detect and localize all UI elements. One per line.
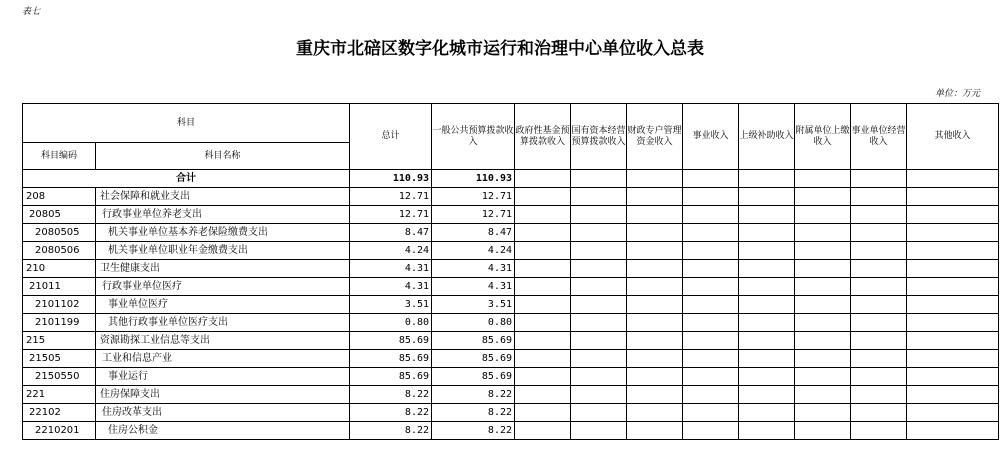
subject-name: 机关事业单位基本养老保险缴费支出 bbox=[96, 224, 350, 242]
empty-cell bbox=[683, 260, 739, 278]
general-budget-amount: 8.22 bbox=[432, 404, 515, 422]
header-col: 财政专户管理资金收入 bbox=[627, 104, 683, 170]
subject-code: 2080505 bbox=[23, 224, 96, 242]
total-amount: 85.69 bbox=[350, 368, 432, 386]
header-code: 科目编码 bbox=[23, 143, 96, 170]
empty-cell bbox=[907, 350, 999, 368]
empty-cell bbox=[795, 332, 851, 350]
subject-name: 住房公积金 bbox=[96, 422, 350, 440]
empty-cell bbox=[795, 260, 851, 278]
subject-name: 其他行政事业单位医疗支出 bbox=[96, 314, 350, 332]
table-row bbox=[23, 278, 999, 296]
header-col: 政府性基金预算拨款收入 bbox=[515, 104, 571, 170]
empty-cell bbox=[907, 296, 999, 314]
subject-code: 2210201 bbox=[23, 422, 96, 440]
empty-cell bbox=[515, 278, 571, 296]
empty-cell bbox=[515, 242, 571, 260]
empty-cell bbox=[683, 278, 739, 296]
subject-code: 21011 bbox=[23, 278, 96, 296]
empty-cell bbox=[627, 350, 683, 368]
empty-cell bbox=[739, 404, 795, 422]
table-row bbox=[23, 368, 999, 386]
empty-cell bbox=[851, 278, 907, 296]
total-amount: 4.24 bbox=[350, 242, 432, 260]
subject-name: 行政事业单位养老支出 bbox=[96, 206, 350, 224]
header-col: 其他收入 bbox=[907, 104, 999, 170]
table-row bbox=[23, 386, 999, 404]
general-budget-amount: 8.22 bbox=[432, 422, 515, 440]
table-number: 表七 bbox=[22, 7, 41, 17]
empty-cell bbox=[571, 350, 627, 368]
empty-cell bbox=[683, 368, 739, 386]
subject-name: 社会保障和就业支出 bbox=[96, 188, 350, 206]
empty-cell bbox=[627, 224, 683, 242]
header-col: 总计 bbox=[350, 104, 432, 170]
total-row bbox=[23, 170, 999, 188]
empty-cell bbox=[683, 404, 739, 422]
empty-cell bbox=[795, 242, 851, 260]
subject-name: 住房保障支出 bbox=[96, 386, 350, 404]
empty-cell bbox=[515, 314, 571, 332]
empty-cell bbox=[571, 386, 627, 404]
empty-cell bbox=[851, 314, 907, 332]
empty-cell bbox=[627, 386, 683, 404]
empty-cell bbox=[851, 242, 907, 260]
empty-cell bbox=[739, 188, 795, 206]
empty-cell bbox=[907, 386, 999, 404]
empty-cell bbox=[795, 386, 851, 404]
empty-cell bbox=[907, 224, 999, 242]
income-summary-table bbox=[22, 103, 999, 440]
subject-code: 208 bbox=[23, 188, 96, 206]
table-row bbox=[23, 296, 999, 314]
subject-code: 2101199 bbox=[23, 314, 96, 332]
empty-cell bbox=[683, 188, 739, 206]
empty-cell bbox=[515, 368, 571, 386]
empty-cell bbox=[851, 332, 907, 350]
empty-cell bbox=[739, 314, 795, 332]
general-budget-amount: 85.69 bbox=[432, 368, 515, 386]
empty-cell bbox=[683, 332, 739, 350]
subject-name: 事业运行 bbox=[96, 368, 350, 386]
empty-cell bbox=[907, 188, 999, 206]
empty-cell bbox=[571, 314, 627, 332]
total-amount: 4.31 bbox=[350, 260, 432, 278]
empty-cell bbox=[683, 314, 739, 332]
empty-cell bbox=[907, 278, 999, 296]
empty-cell bbox=[739, 368, 795, 386]
table-row bbox=[23, 206, 999, 224]
subject-code: 215 bbox=[23, 332, 96, 350]
general-budget-amount: 12.71 bbox=[432, 188, 515, 206]
header-name: 科目名称 bbox=[96, 143, 350, 170]
total-sum: 110.93 bbox=[350, 170, 432, 188]
table-row bbox=[23, 224, 999, 242]
header-col: 事业单位经营收入 bbox=[851, 104, 907, 170]
empty-cell bbox=[627, 332, 683, 350]
empty-cell bbox=[627, 404, 683, 422]
unit-label: 单位：万元 bbox=[934, 89, 980, 99]
total-amount: 8.22 bbox=[350, 404, 432, 422]
general-budget-amount: 4.31 bbox=[432, 260, 515, 278]
empty-cell bbox=[683, 386, 739, 404]
header-col: 一般公共预算拨款收入 bbox=[432, 104, 515, 170]
empty-cell bbox=[571, 368, 627, 386]
empty-cell bbox=[571, 422, 627, 440]
empty-cell bbox=[739, 332, 795, 350]
empty-cell bbox=[627, 368, 683, 386]
empty-cell bbox=[851, 386, 907, 404]
total-amount: 4.31 bbox=[350, 278, 432, 296]
empty-cell bbox=[515, 260, 571, 278]
total-amount: 0.80 bbox=[350, 314, 432, 332]
subject-code: 21505 bbox=[23, 350, 96, 368]
empty-cell bbox=[515, 350, 571, 368]
general-budget-amount: 85.69 bbox=[432, 332, 515, 350]
empty-cell bbox=[627, 422, 683, 440]
table-row bbox=[23, 404, 999, 422]
total-label: 合计 bbox=[23, 170, 350, 188]
table-row bbox=[23, 242, 999, 260]
total-amount: 85.69 bbox=[350, 350, 432, 368]
general-budget-amount: 12.71 bbox=[432, 206, 515, 224]
empty-cell bbox=[627, 296, 683, 314]
empty-cell bbox=[571, 206, 627, 224]
subject-code: 221 bbox=[23, 386, 96, 404]
empty-cell bbox=[627, 314, 683, 332]
empty-cell bbox=[739, 350, 795, 368]
subject-code: 2150550 bbox=[23, 368, 96, 386]
empty-cell bbox=[795, 296, 851, 314]
total-amount: 12.71 bbox=[350, 188, 432, 206]
empty-cell bbox=[739, 278, 795, 296]
empty-cell bbox=[795, 278, 851, 296]
empty-cell bbox=[851, 260, 907, 278]
empty-cell bbox=[571, 278, 627, 296]
empty-cell bbox=[627, 188, 683, 206]
empty-cell bbox=[683, 224, 739, 242]
subject-name: 机关事业单位职业年金缴费支出 bbox=[96, 242, 350, 260]
empty-cell bbox=[795, 206, 851, 224]
empty-cell bbox=[571, 224, 627, 242]
empty-cell bbox=[571, 188, 627, 206]
empty-cell bbox=[795, 314, 851, 332]
empty-cell bbox=[739, 260, 795, 278]
empty-cell bbox=[851, 206, 907, 224]
header-col: 国有资本经营预算拨款收入 bbox=[571, 104, 627, 170]
general-budget-amount: 0.80 bbox=[432, 314, 515, 332]
table-row bbox=[23, 314, 999, 332]
empty-cell bbox=[851, 188, 907, 206]
empty-cell bbox=[515, 332, 571, 350]
total-amount: 12.71 bbox=[350, 206, 432, 224]
empty-cell bbox=[739, 422, 795, 440]
empty-cell bbox=[683, 206, 739, 224]
subject-name: 事业单位医疗 bbox=[96, 296, 350, 314]
empty-cell bbox=[683, 350, 739, 368]
header-subject: 科目 bbox=[23, 104, 350, 143]
subject-name: 资源勘探工业信息等支出 bbox=[96, 332, 350, 350]
empty-cell bbox=[683, 296, 739, 314]
general-budget-amount: 8.22 bbox=[432, 386, 515, 404]
empty-cell bbox=[795, 188, 851, 206]
empty-cell bbox=[571, 296, 627, 314]
total-amount: 8.47 bbox=[350, 224, 432, 242]
empty-cell bbox=[515, 422, 571, 440]
general-budget-amount: 8.47 bbox=[432, 224, 515, 242]
empty-cell bbox=[795, 224, 851, 242]
empty-cell bbox=[907, 422, 999, 440]
table-row bbox=[23, 332, 999, 350]
header-col: 上级补助收入 bbox=[739, 104, 795, 170]
empty-cell bbox=[739, 224, 795, 242]
general-budget-amount: 4.24 bbox=[432, 242, 515, 260]
empty-cell bbox=[683, 422, 739, 440]
empty-cell bbox=[851, 350, 907, 368]
empty-cell bbox=[851, 296, 907, 314]
total-amount: 8.22 bbox=[350, 386, 432, 404]
subject-name: 卫生健康支出 bbox=[96, 260, 350, 278]
empty-cell bbox=[515, 206, 571, 224]
empty-cell bbox=[907, 314, 999, 332]
table-row bbox=[23, 188, 999, 206]
empty-cell bbox=[571, 242, 627, 260]
empty-cell bbox=[851, 224, 907, 242]
empty-cell bbox=[627, 242, 683, 260]
empty-cell bbox=[515, 188, 571, 206]
empty-cell bbox=[907, 242, 999, 260]
header-col: 事业收入 bbox=[683, 104, 739, 170]
empty-cell bbox=[851, 422, 907, 440]
page-title: 重庆市北碚区数字化城市运行和治理中心单位收入总表 bbox=[296, 39, 704, 59]
empty-cell bbox=[851, 368, 907, 386]
empty-cell bbox=[515, 386, 571, 404]
table-row bbox=[23, 422, 999, 440]
general-budget-amount: 4.31 bbox=[432, 278, 515, 296]
subject-code: 210 bbox=[23, 260, 96, 278]
empty-cell bbox=[571, 332, 627, 350]
empty-cell bbox=[739, 296, 795, 314]
total-amount: 85.69 bbox=[350, 332, 432, 350]
empty-cell bbox=[627, 206, 683, 224]
empty-cell bbox=[907, 404, 999, 422]
general-budget-amount: 3.51 bbox=[432, 296, 515, 314]
empty-cell bbox=[627, 278, 683, 296]
subject-code: 22102 bbox=[23, 404, 96, 422]
empty-cell bbox=[795, 368, 851, 386]
empty-cell bbox=[795, 350, 851, 368]
empty-cell bbox=[515, 404, 571, 422]
empty-cell bbox=[739, 242, 795, 260]
total-amount: 8.22 bbox=[350, 422, 432, 440]
subject-code: 2101102 bbox=[23, 296, 96, 314]
empty-cell bbox=[571, 404, 627, 422]
empty-cell bbox=[683, 242, 739, 260]
subject-name: 住房改革支出 bbox=[96, 404, 350, 422]
empty-cell bbox=[907, 368, 999, 386]
subject-code: 20805 bbox=[23, 206, 96, 224]
empty-cell bbox=[739, 386, 795, 404]
empty-cell bbox=[795, 404, 851, 422]
subject-code: 2080506 bbox=[23, 242, 96, 260]
table-row bbox=[23, 260, 999, 278]
total-general: 110.93 bbox=[432, 170, 515, 188]
empty-cell bbox=[571, 260, 627, 278]
general-budget-amount: 85.69 bbox=[432, 350, 515, 368]
empty-cell bbox=[515, 296, 571, 314]
empty-cell bbox=[907, 206, 999, 224]
empty-cell bbox=[795, 422, 851, 440]
empty-cell bbox=[851, 404, 907, 422]
subject-name: 行政事业单位医疗 bbox=[96, 278, 350, 296]
header-col: 附属单位上缴收入 bbox=[795, 104, 851, 170]
empty-cell bbox=[907, 260, 999, 278]
total-amount: 3.51 bbox=[350, 296, 432, 314]
empty-cell bbox=[627, 260, 683, 278]
empty-cell bbox=[515, 224, 571, 242]
subject-name: 工业和信息产业 bbox=[96, 350, 350, 368]
table-row bbox=[23, 350, 999, 368]
empty-cell bbox=[907, 332, 999, 350]
empty-cell bbox=[739, 206, 795, 224]
